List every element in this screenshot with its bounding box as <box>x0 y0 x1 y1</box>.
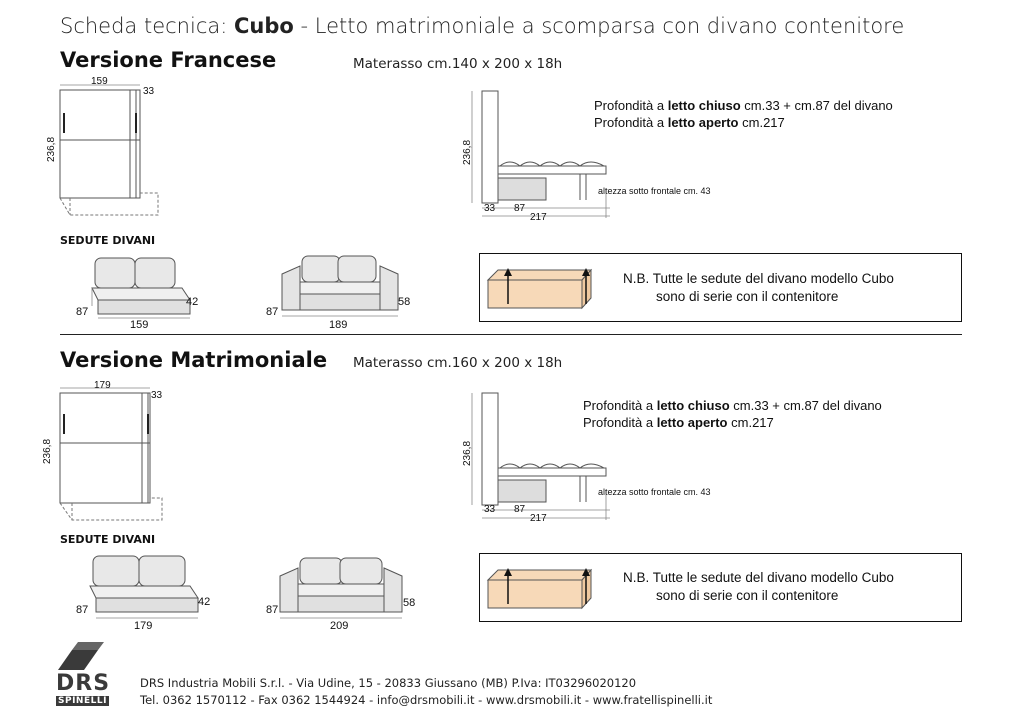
sofa1-seat: 42 <box>186 296 199 308</box>
sedute-label-matrimoniale: SEDUTE DIVANI <box>60 533 156 546</box>
depth-open-matrimoniale: Profondità a letto aperto cm.217 <box>583 415 774 430</box>
sofa2-height: 87 <box>266 306 279 318</box>
sofa-drawing-large-francese <box>280 254 405 322</box>
sofa-drawing-large-matrimoniale <box>278 556 408 624</box>
sofa2-width: 189 <box>329 319 348 331</box>
note-line1-matrimoniale: N.B. Tutte le sedute del divano modello Cubo <box>623 570 894 585</box>
side-dim-217-m: 217 <box>530 513 547 524</box>
front-height-dim-m: 236,8 <box>42 438 53 464</box>
logo-mark-icon <box>58 640 108 672</box>
page-title: Scheda tecnica: Cubo - Letto matrimoniale a scomparsa con divano contenitore <box>60 14 905 38</box>
side-dim-33: 33 <box>484 203 496 214</box>
sofa4-seat: 58 <box>403 597 416 609</box>
note-line2-matrimoniale: sono di serie con il contenitore <box>656 588 839 603</box>
sofa4-width: 209 <box>330 620 349 632</box>
section-divider <box>60 334 962 335</box>
note-box-francese <box>479 253 962 322</box>
front-height-dim: 236,8 <box>46 136 57 162</box>
front-depth-dim-m: 33 <box>151 390 163 401</box>
side-height-dim-m: 236,8 <box>462 440 473 466</box>
front-view-drawing-francese <box>50 75 170 235</box>
sofa-drawing-small-francese <box>90 256 200 321</box>
logo-subtext: SPINELLI <box>58 696 107 706</box>
side-dim-217: 217 <box>530 212 547 223</box>
front-width-dim-m: 179 <box>94 380 111 391</box>
side-dim-33-m: 33 <box>484 504 496 515</box>
depth-open-francese: Profondità a letto aperto cm.217 <box>594 115 785 130</box>
sofa2-seat: 58 <box>398 296 411 308</box>
side-note: altezza sotto frontale cm. 43 <box>598 186 711 196</box>
note-line2-francese: sono di serie con il contenitore <box>656 289 839 304</box>
depth-closed-matrimoniale: Profondità a letto chiuso cm.33 + cm.87 del divano <box>583 398 882 413</box>
sofa-drawing-small-matrimoniale <box>88 554 211 622</box>
storage-icon <box>486 560 596 612</box>
sofa3-seat: 42 <box>198 596 211 608</box>
note-line1-francese: N.B. Tutte le sedute del divano modello Cubo <box>623 271 894 286</box>
mattress-spec-francese: Materasso cm.140 x 200 x 18h <box>353 56 563 72</box>
sofa4-height: 87 <box>266 604 279 616</box>
sofa1-height: 87 <box>76 306 89 318</box>
side-dim-87: 87 <box>514 203 526 214</box>
footer-contact-line: Tel. 0362 1570112 - Fax 0362 1544924 - info@drsmobili.it - www.drsmobili.it - www.fratellispinelli.it <box>140 693 713 707</box>
sofa3-height: 87 <box>76 604 89 616</box>
sofa3-width: 179 <box>134 620 153 632</box>
section-title-francese: Versione Francese <box>60 48 277 72</box>
footer-company-line: DRS Industria Mobili S.r.l. - Via Udine, 15 - 20833 Giussano (MB) P.Iva: IT03296020120 <box>140 676 637 690</box>
sedute-label-francese: SEDUTE DIVANI <box>60 234 156 247</box>
side-height-dim: 236,8 <box>462 139 473 165</box>
section-title-matrimoniale: Versione Matrimoniale <box>60 348 328 372</box>
storage-icon <box>486 260 596 312</box>
sofa1-width: 159 <box>130 319 149 331</box>
front-width-dim: 159 <box>91 76 108 87</box>
depth-closed-francese: Profondità a letto chiuso cm.33 + cm.87 del divano <box>594 98 893 113</box>
note-box-matrimoniale <box>479 553 962 622</box>
side-note-m: altezza sotto frontale cm. 43 <box>598 487 711 497</box>
logo-text: DRS <box>56 671 111 696</box>
front-depth-dim: 33 <box>143 86 155 97</box>
side-dim-87-m: 87 <box>514 504 526 515</box>
mattress-spec-matrimoniale: Materasso cm.160 x 200 x 18h <box>353 355 563 371</box>
